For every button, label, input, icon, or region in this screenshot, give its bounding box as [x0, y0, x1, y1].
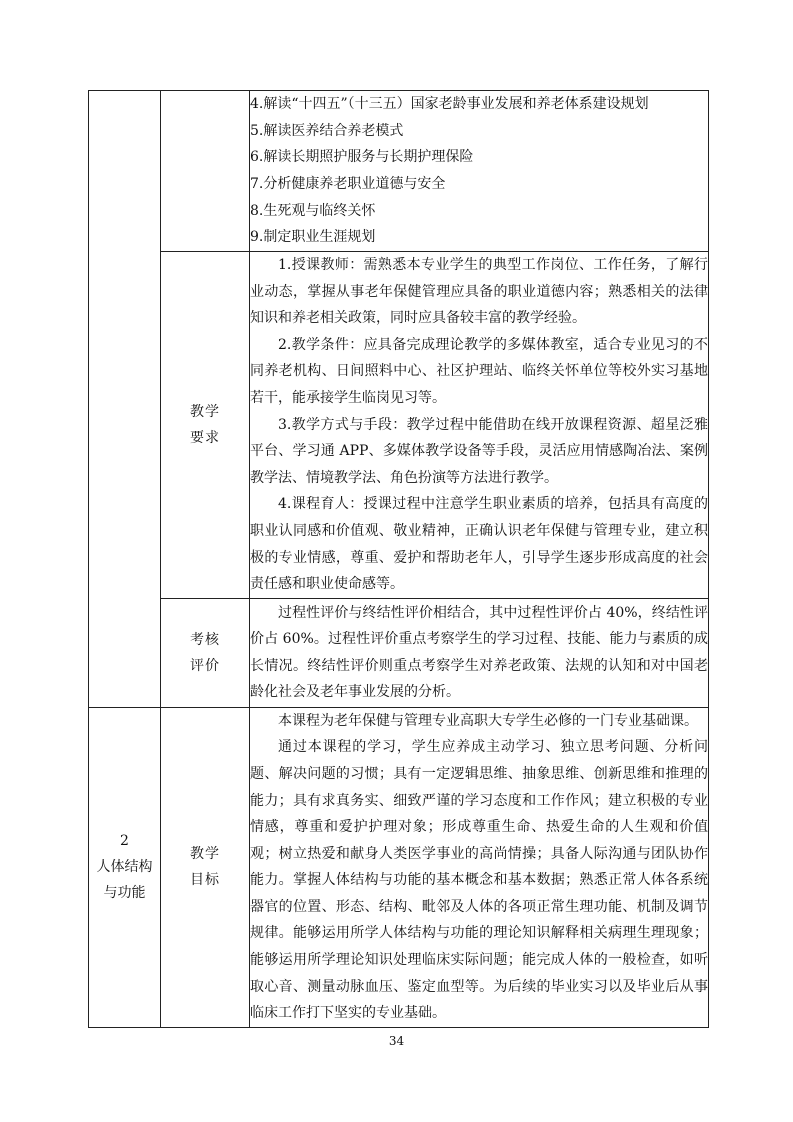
teaching-objectives-content: [250, 707, 709, 1027]
label-cell-empty: [161, 91, 250, 252]
teaching-requirements-content: [250, 252, 709, 599]
table-row: [89, 252, 709, 599]
course-cell-empty: [89, 91, 161, 708]
course-name-line: 与功能: [103, 885, 146, 902]
table-row: [89, 598, 709, 707]
paragraph: 2.教学条件：应具备完成理论教学的多媒体教室，适合专业见习的不同养老机构、日间照料中心、社区护理站、临终关怀单位等校外实习基地若干，能承接学生临岗见习等。: [250, 336, 708, 406]
list-item: 7.分析健康养老职业道德与安全: [250, 176, 446, 192]
list-item: 6.解读长期照护服务与长期护理保险: [250, 149, 474, 166]
paragraph: 4.课程育人：授课过程中注意学生职业素质的培养，包括具有高度的职业认同感和价值观、敬业精神，正确认识老年保健与管理专业，建立积极的专业情感，尊重、爱护和帮助老年人，引导学生逐步形成高度的社会责任感和职业使命感等。: [250, 496, 708, 593]
paragraph: 1.授课教师：需熟悉本专业学生的典型工作岗位、工作任务，了解行业动态，掌握从事老年保健管理应具备的职业道德内容；熟悉相关的法律知识和养老相关政策，同时应具备较丰富的教学经验。: [250, 257, 708, 327]
table-row: [89, 91, 709, 252]
content-list-cell: [250, 91, 709, 252]
list-item: 5.解读医养结合养老模式: [250, 122, 404, 139]
list-item: 4.解读“十四五”（十三五）国家老龄事业发展和养老体系建设规划: [250, 96, 649, 113]
paragraph: 通过本课程的学习，学生应养成主动学习、独立思考问题、分析问题、解决问题的习惯；具有一定逻辑思维、抽象思维、创新思维和推理的能力；具有求真务实、细致严谨的学习态度和工作作风；建立积极的专业情感，尊重和爱护护理对象；形成尊重生命、热爱生命的人生观和价值观；树立热爱和献身人类医学事业的高尚情操；具备人际沟通与团队协作能力。掌握人体结构与功能的基本概念和基本数据；熟悉正常人体各系统器官的位置、形态、结构、毗邻及人体的各项正常生理功能、机制及调节规律。能够运用所学人体结构与功能的理论知识解释相关病理生理现象；能够运用所学理论知识处理临床实际问题；能完成人体的一般检查，如听取心音、测量动脉血压、鉴定血型等。为后续的毕业实习以及毕业后从事临床工作打下坚实的专业基础。: [250, 739, 708, 1022]
page-number: 34: [388, 1034, 405, 1048]
course-name-line: 人体结构: [96, 859, 153, 876]
paragraph: 本课程为老年保健与管理专业高职大专学生必修的一门专业基础课。: [278, 712, 698, 729]
teaching-objectives-label: 教学 目标: [161, 707, 250, 1027]
list-item: 9.制定职业生涯规划: [250, 229, 376, 246]
assessment-content: [250, 598, 709, 707]
list-item: 8.生死观与临终关怀: [250, 202, 376, 219]
table-row: [89, 707, 709, 1027]
paragraph: 3.教学方式与手段：教学过程中能借助在线开放课程资源、超星泛雅平台、学习通 APP、多媒体教学设备等手段，灵活应用情感陶冶法、案例教学法、情境教学法、角色扮演等方法进行教学。: [250, 416, 708, 486]
assessment-label: 考核 评价: [161, 598, 250, 707]
paragraph: 过程性评价与终结性评价相结合，其中过程性评价占 40%，终结性评价占 60%。过程性评价重点考察学生的学习过程、技能、能力与素质的成长情况。终结性评价则重点考察学生对养老政策、法规的认知和对中国老龄化社会及老年事业发展的分析。: [250, 604, 708, 701]
teaching-requirements-label: 教学 要求: [161, 252, 250, 599]
course-name-cell: [89, 707, 161, 1027]
course-number: 2: [120, 833, 129, 850]
course-table: [88, 90, 709, 1028]
